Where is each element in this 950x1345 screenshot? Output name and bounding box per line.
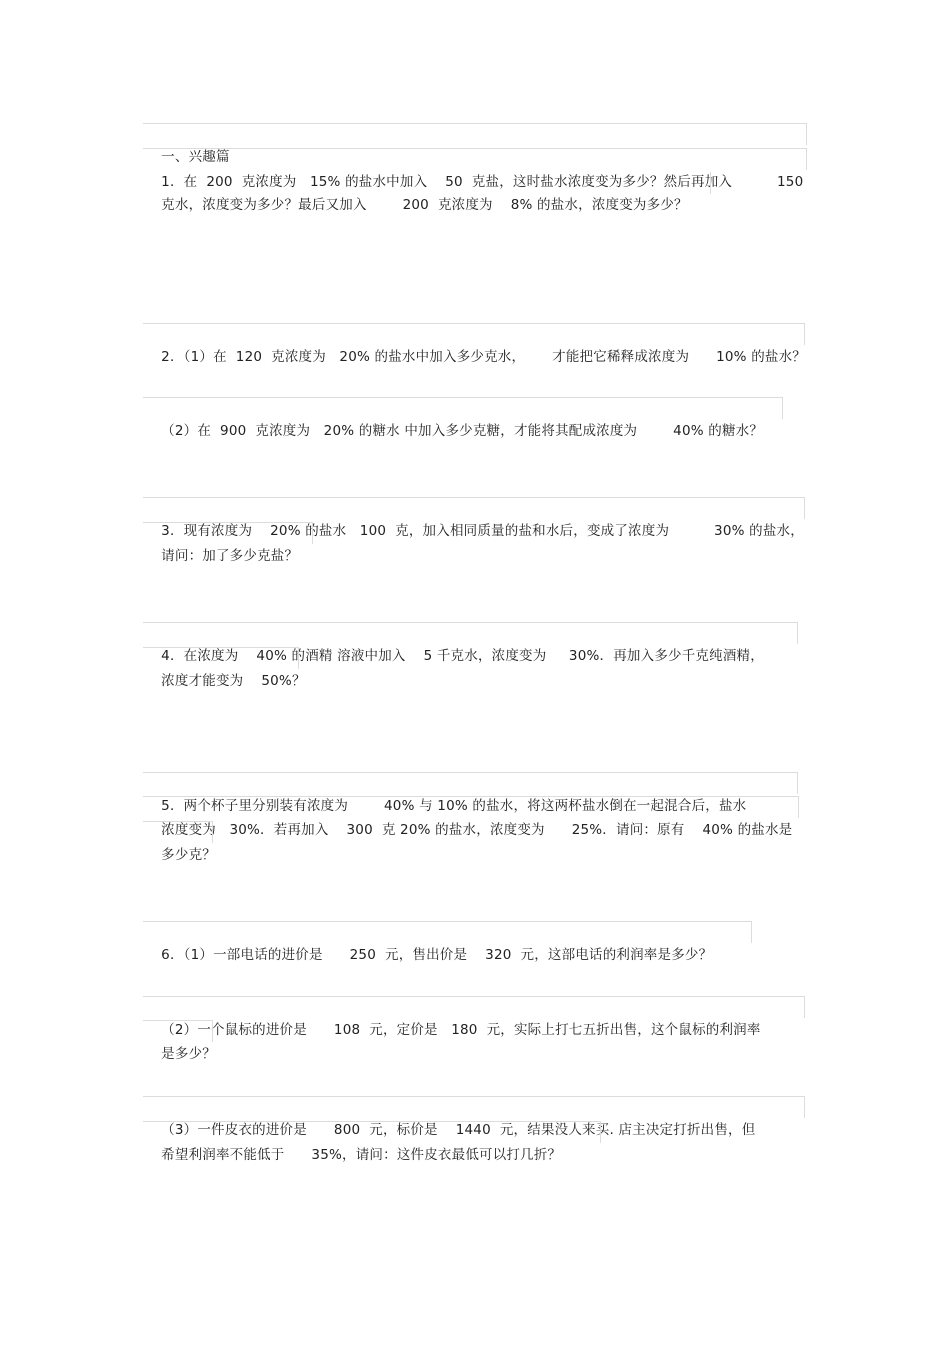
question-6-part-2-line-2	[143, 1020, 216, 1062]
question-6-part-2-line-1	[143, 996, 805, 1038]
question-2-part-1	[143, 323, 806, 365]
question-3-text-1: 3．现有浓度为 20% 的盐水 100 克，加入相同质量的盐和水后，变成了浓度为 30% 的盐水，	[161, 523, 804, 539]
question-2-text-1: 2．（1）在 120 克浓度为 20% 的盐水中加入多少克水， 才能把它稀释成浓度为 10% 的盐水？	[161, 349, 806, 365]
question-6-part-3-line-1	[143, 1096, 805, 1138]
question-3-line-2	[143, 522, 313, 564]
question-6-text-2b: 是多少？	[161, 1046, 216, 1062]
question-1-text-1: 1．在 200 克浓度为 15% 的盐水中加入 50 克盐，这时盐水浓度变为多少？然后再加入 150	[161, 174, 804, 190]
question-6-text-3a: （3）一件皮衣的进价是 800 元，标价是 1440 元，结果没人来买. 店主决定打折出售，但	[161, 1122, 756, 1138]
section-title-text: 一、兴趣篇	[161, 149, 230, 165]
question-5-text-3: 多少克？	[161, 847, 216, 863]
question-4-line-2	[143, 647, 306, 689]
question-3-text-2: 请问：加了多少克盐？	[161, 548, 299, 564]
question-1-line-1	[143, 148, 807, 190]
question-2-text-2: （2）在 900 克浓度为 20% 的糖水 中加入多少克糖，才能将其配成浓度为 40% 的糖水？	[161, 423, 764, 439]
question-6-text-3b: 希望利润率不能低于 35%，请问：这件皮衣最低可以打几折？	[161, 1147, 562, 1163]
question-5-line-2	[143, 796, 799, 838]
question-5-line-3	[143, 821, 216, 863]
question-6-part-3-line-2	[143, 1121, 601, 1163]
question-6-text-1: 6．（1）一部电话的进价是 250 元，售出价是 320 元，这部电话的利润率是多少？	[161, 947, 713, 963]
question-5-text-2: 浓度变为 30%．若再加入 300 克 20% 的盐水，浓度变为 25%．请问：原有 40% 的盐水是	[161, 822, 793, 838]
question-5-text-1: 5．两个杯子里分别装有浓度为 40% 与 10% 的盐水，将这两杯盐水倒在一起混合后，盐水	[161, 798, 747, 814]
question-4-text-2: 浓度才能变为 50%？	[161, 673, 306, 689]
question-1-text-2: 克水，浓度变为多少？最后又加入 200 克浓度为 8% 的盐水，浓度变为多少？	[161, 197, 688, 213]
section-title	[143, 123, 807, 165]
question-6-part-1	[143, 921, 752, 963]
question-5-line-1	[143, 772, 798, 814]
question-6-text-2a: （2）一个鼠标的进价是 108 元，定价是 180 元，实际上打七五折出售，这个鼠标的利润率	[161, 1022, 761, 1038]
question-1-line-2	[143, 172, 711, 213]
question-4-text-1: 4．在浓度为 40% 的酒精 溶液中加入 5 千克水，浓度变为 30%．再加入多少千克纯酒精，	[161, 648, 764, 664]
question-2-part-2	[143, 397, 783, 439]
question-4-line-1	[143, 622, 798, 664]
question-3-line-1	[143, 497, 805, 539]
